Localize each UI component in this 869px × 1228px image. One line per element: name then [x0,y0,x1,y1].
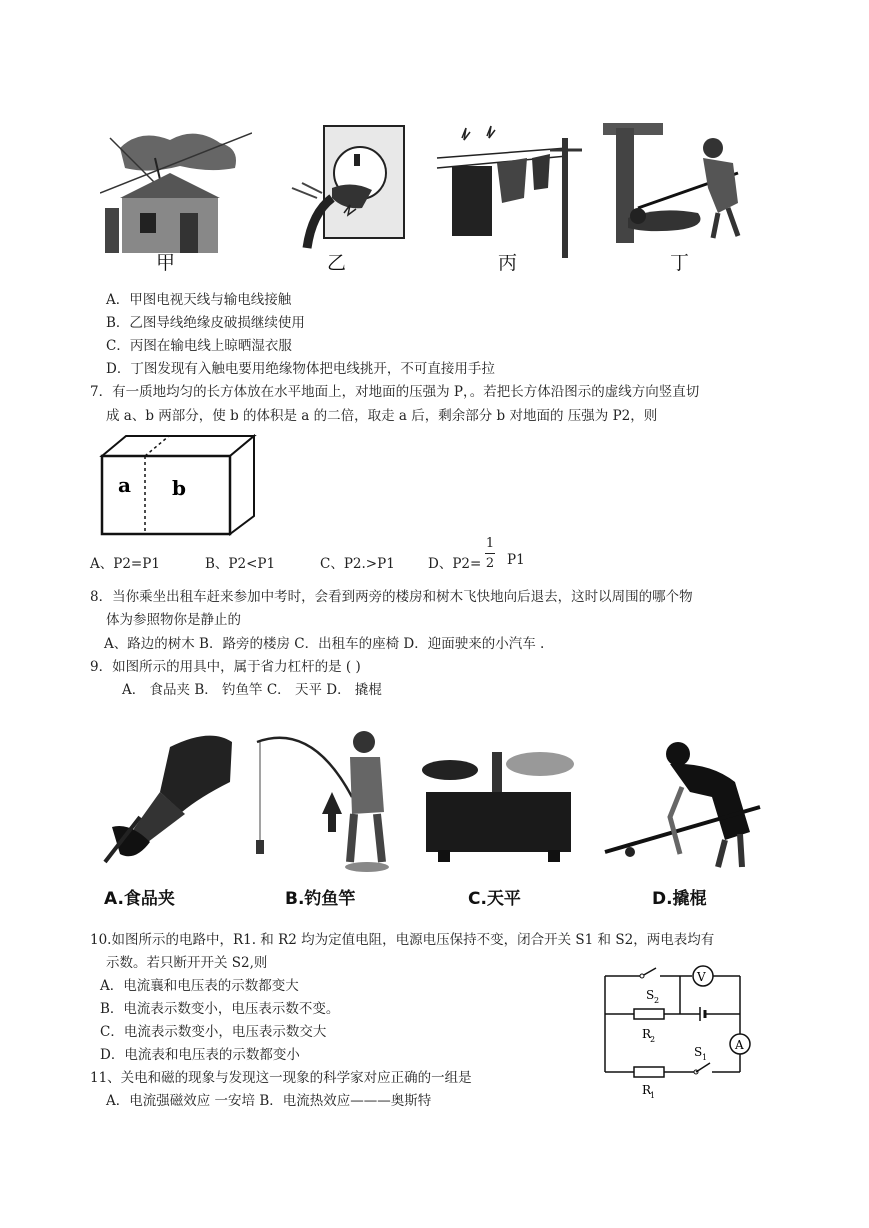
q7-stem-line2: 成 a、b 两部分，使 b 的体积是 a 的二倍，取走 a 后，剩余部分 b 对地面的 压强为 P2，则 [106,408,658,424]
q7-label-a: a [118,473,131,497]
q11-options: A．电流强磁效应 一安培 B．电流热效应———奥斯特 [106,1093,432,1109]
q10-stem-line2: 示数。若只断开开关 S2,则 [106,955,268,971]
q9-caption-b: B.钓鱼竿 [285,889,356,909]
q10-option-a: A．电流襄和电压表的示数都变大 [100,978,299,994]
q9-caption-a: A.食品夹 [104,889,175,909]
q6-option-d: D．丁图发现有入触电要用绝缘物体把电线挑开，不可直接用手拉 [106,361,495,377]
circuit-s1-label: S [694,1045,703,1059]
q8-options: A、路边的树木 B．路旁的楼房 C．出租车的座椅 D．迎面驶来的小汽车 . [104,636,545,652]
circuit-r1-sub: 1 [650,1091,656,1100]
q9-stem: 9．如图所示的用具中，属于省力杠杆的是 ( ) [90,659,361,675]
figure-yi-damaged-wire [262,118,412,268]
q8-stem-line1: 8．当你乘坐出租车赶来参加中考时，会看到两旁的楼房和树木飞快地向后退去，这时以周围的哪个物 [90,589,693,605]
q7-option-d-prefix: D、P2= [428,556,482,572]
circuit-s2-sub: 2 [654,996,660,1005]
figure-jia-tv-antenna [100,118,252,268]
q6-option-a: A．甲图电视天线与输电线接触 [106,292,292,308]
figure-caption-bing: 丙 [498,252,518,274]
q8-stem-line2: 体为参照物你是静止的 [106,612,241,628]
figure-bing-drying-clothes [432,118,592,268]
q7-fraction-bar [485,553,495,554]
circuit-ammeter-label: A [735,1038,744,1052]
circuit-s1-sub: 1 [702,1053,708,1062]
q7-fraction-half [482,536,498,571]
q9-caption-d: D.撬棍 [652,889,707,909]
circuit-r1-label: R [642,1083,652,1097]
q6-option-b: B．乙图导线绝缘皮破损继续使用 [106,315,305,331]
q7-option-c: C、P2.>P1 [320,556,395,572]
q7-fraction-numerator: 1 [485,536,495,551]
q7-stem-line1: 7．有一质地均匀的长方体放在水平地面上，对地面的压强为 P，。若把长方体沿图示的虚线方向竖直切 [90,384,700,400]
q9-caption-c: C.天平 [468,889,521,909]
figure-food-tongs [100,722,240,880]
figure-fishing-rod [252,722,407,880]
figure-caption-yi: 乙 [327,252,347,274]
q6-option-c: C．丙图在输电线上晾晒湿衣服 [106,338,292,354]
q10-option-d: D．电流表和电压表的示数都变小 [100,1047,300,1063]
figure-caption-ding: 丁 [670,252,690,274]
q9-options: A． 食品夹 B． 钓鱼竿 C． 天平 D． 撬棍 [122,682,382,698]
q7-fraction-denominator: 2 [485,556,495,571]
q7-option-d-suffix: P1 [507,552,525,568]
figure-caption-jia: 甲 [156,252,176,274]
q10-stem-line1: 10.如图所示的电路中，R1. 和 R2 均为定值电阻，电源电压保持不变，闭合开关 S1 和 S2，两电表均有 [90,932,715,948]
q7-label-b: b [172,476,186,500]
q7-option-b: B、P2<P1 [205,556,276,572]
q11-stem: 11、关电和磁的现象与发现这一现象的科学家对应正确的一组是 [90,1070,472,1086]
q7-box-diagram [98,432,258,538]
circuit-s2-label: S [646,988,655,1002]
q7-option-a: A、P2=P1 [90,556,160,572]
q10-circuit-diagram [590,960,770,1100]
circuit-r2-label: R [642,1027,652,1041]
figure-crowbar [600,722,770,880]
q10-option-c: C．电流表示数变小，电压表示数交大 [100,1024,327,1040]
circuit-r2-sub: 2 [650,1035,656,1044]
figure-ding-rescue-with-stick [598,118,773,268]
circuit-voltmeter-label: V [697,970,706,984]
q10-option-b: B．电流表示数变小，电压表示数不变。 [100,1001,340,1017]
figure-balance-scale [418,722,578,880]
